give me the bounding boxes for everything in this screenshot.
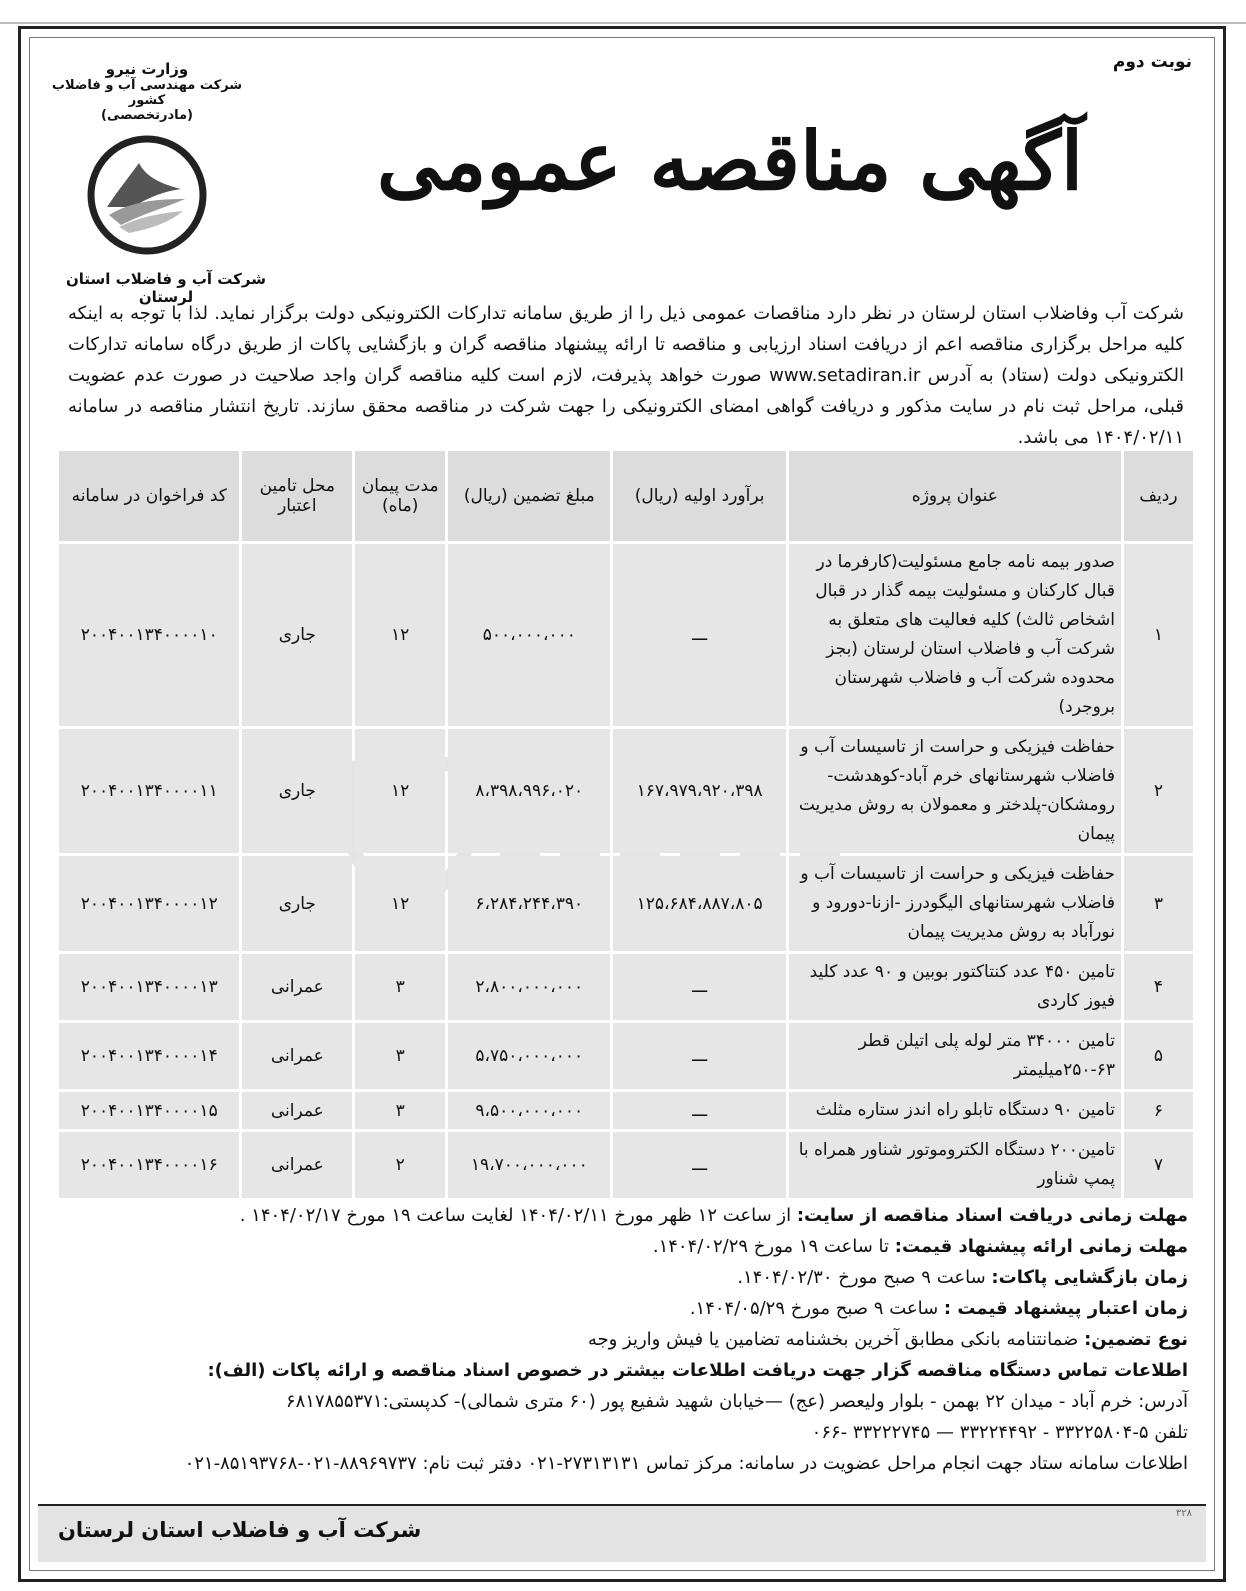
cell-funding: عمرانی [242, 1092, 352, 1129]
header-duration: مدت پیمان (ماه) [355, 451, 445, 541]
table-row [59, 1092, 1193, 1129]
cell-duration: ۱۲ [355, 856, 445, 951]
validity-label: زمان اعتبار پیشنهاد قیمت : [943, 1298, 1188, 1319]
ad-title: آگهی مناقصه عمومی [376, 114, 1084, 208]
cell-estimate: ـــ [613, 954, 785, 1020]
cell-funding: عمرانی [242, 1132, 352, 1198]
header-funding: محل تامین اعتبار [242, 451, 352, 541]
intro-paragraph: شرکت آب وفاضلاب استان لرستان در نظر دارد مناقصات عمومی ذیل را از طریق سامانه تدارکات الکترونیکی دولت برگزار نماید. لذا با توجه به اینکه کلیه مراحل برگزاری مناقصه اعم از دریافت اسناد ارزیابی و مناقصه تا ارائه پیشنهاد مناقصه گران و بازگشایی پاکات از طریق درگاه سامانه تدارکات الکترونیکی دولت (ستاد) به آدرس www.setadiran.ir صورت خواهد پذیرفت، لازم است کلیه مناقصه گران واجد صلاحیت در صورت عدم عضویت قبلی، مراحل ثبت نام در سایت مذکور و دریافت گواهی امضای الکترونیکی را جهت شرکت در مناقصه محقق سازند. تاریخ انتشار مناقصه در سامانه ۱۴۰۴/۰۲/۱۱ می باشد. [68, 303, 1184, 448]
cell-funding: جاری [242, 544, 352, 726]
cell-guarantee: ۶،۲۸۴،۲۴۴،۳۹۰ [448, 856, 610, 951]
cell-funding: جاری [242, 729, 352, 853]
footer-company-name: شرکت آب و فاضلاب استان لرستان [58, 1518, 422, 1542]
cell-estimate: ۱۲۵،۶۸۴،۸۸۷،۸۰۵ [613, 856, 785, 951]
cell-row-number: ۵ [1124, 1023, 1193, 1089]
tenders-table [56, 448, 1196, 1201]
ad-frame [18, 26, 1226, 1582]
national-company-name: شرکت مهندسی آب و فاضلاب کشور [51, 78, 243, 108]
cell-guarantee: ۵،۷۵۰،۰۰۰،۰۰۰ [448, 1023, 610, 1089]
national-company-note: (مادرتخصصی) [101, 108, 193, 123]
table-row [59, 544, 1193, 726]
header-code: کد فراخوان در سامانه [59, 451, 239, 541]
table-row [59, 729, 1193, 853]
validity-line [60, 1293, 1188, 1324]
cell-duration: ۱۲ [355, 729, 445, 853]
cell-estimate: ـــ [613, 1092, 785, 1129]
ministry-name: وزارت نیرو [105, 60, 189, 78]
cell-row-number: ۷ [1124, 1132, 1193, 1198]
cell-guarantee: ۱۹،۷۰۰،۰۰۰،۰۰۰ [448, 1132, 610, 1198]
water-drop-logo-icon [85, 133, 209, 257]
cell-row-number: ۴ [1124, 954, 1193, 1020]
guarantee-type-value: ضمانتنامه بانکی مطابق آخرین بخشنامه تضامین یا فیش واریز وجه [587, 1329, 1079, 1350]
docs-deadline-line [60, 1200, 1188, 1231]
cell-code: ۲۰۰۴۰۰۱۳۴۰۰۰۰۱۵ [59, 1092, 239, 1129]
logo-caption: شرکت آب و فاضلاب استان لرستان [66, 270, 266, 306]
cell-row-number: ۱ [1124, 544, 1193, 726]
address-line: آدرس: خرم آباد - میدان ۲۲ بهمن - بلوار ولیعصر (عج) —خیابان شهید شفیع پور (۶۰ متری شمالی)- کدپستی:۶۸۱۷۸۵۵۳۷۱ [285, 1391, 1188, 1412]
cell-duration: ۱۲ [355, 544, 445, 726]
cell-code: ۲۰۰۴۰۰۱۳۴۰۰۰۰۱۰ [59, 544, 239, 726]
header-estimate: برآورد اولیه (ریال) [613, 451, 785, 541]
setad-info-line: اطلاعات سامانه ستاد جهت انجام مراحل عضویت در سامانه: مرکز تماس ۲۷۳۱۳۱۳۱-۰۲۱ دفتر ثبت نام: ۸۸۹۶۹۷۳۷-۰۲۱-۸۵۱۹۳۷۶۸-۰۲۱ [184, 1453, 1188, 1474]
cell-duration: ۳ [355, 1023, 445, 1089]
cell-row-number: ۲ [1124, 729, 1193, 853]
top-strip [0, 0, 1246, 24]
cell-funding: عمرانی [242, 954, 352, 1020]
cell-duration: ۳ [355, 1092, 445, 1129]
cell-estimate: ـــ [613, 544, 785, 726]
bid-deadline-label: مهلت زمانی ارائه پیشنهاد قیمت: [894, 1236, 1188, 1257]
cell-row-number: ۶ [1124, 1092, 1193, 1129]
round-label: نوبت دوم [1112, 52, 1192, 72]
cell-project-title: حفاظت فیزیکی و حراست از تاسیسات آب و فاضلاب شهرستانهای خرم آباد-کوهدشت-رومشکان-پلدختر و معمولان به روش مدیریت پیمان [789, 729, 1121, 853]
table-row [59, 856, 1193, 951]
cell-funding: عمرانی [242, 1023, 352, 1089]
logo-block [42, 60, 252, 261]
cell-duration: ۳ [355, 954, 445, 1020]
cell-project-title: تامین ۳۴۰۰۰ متر لوله پلی اتیلن قطر ۶۳-۲۵۰میلیمتر [789, 1023, 1121, 1089]
cell-guarantee: ۲،۸۰۰،۰۰۰،۰۰۰ [448, 954, 610, 1020]
cell-estimate: ۱۶۷،۹۷۹،۹۲۰،۳۹۸ [613, 729, 785, 853]
cell-estimate: ـــ [613, 1132, 785, 1198]
bid-deadline-line [60, 1231, 1188, 1262]
cell-project-title: صدور بیمه نامه جامع مسئولیت(کارفرما در قبال کارکنان و مسئولیت بیمه گذار در قبال اشخاص ثالث) کلیه فعالیت های متعلق به شرکت آب و فاضلاب استان لرستان (بجز محدوده شرکت آب و فاضلاب شهرستان بروجرد) [789, 544, 1121, 726]
opening-value: ساعت ۹ صبح مورخ ۱۴۰۴/۰۲/۳۰. [737, 1267, 986, 1288]
cell-code: ۲۰۰۴۰۰۱۳۴۰۰۰۰۱۶ [59, 1132, 239, 1198]
opening-line [60, 1262, 1188, 1293]
bid-deadline-value: تا ساعت ۱۹ مورخ ۱۴۰۴/۰۲/۲۹. [652, 1236, 890, 1257]
cell-code: ۲۰۰۴۰۰۱۳۴۰۰۰۰۱۱ [59, 729, 239, 853]
guarantee-type-line [60, 1324, 1188, 1355]
cell-code: ۲۰۰۴۰۰۱۳۴۰۰۰۰۱۴ [59, 1023, 239, 1089]
footer-bar [38, 1504, 1206, 1562]
cell-code: ۲۰۰۴۰۰۱۳۴۰۰۰۰۱۳ [59, 954, 239, 1020]
docs-deadline-value: از ساعت ۱۲ ظهر مورخ ۱۴۰۴/۰۲/۱۱ لغایت ساعت ۱۹ مورخ ۱۴۰۴/۰۲/۱۷ . [239, 1205, 792, 1226]
cell-project-title: تامین ۹۰ دستگاه تابلو راه اندز ستاره مثلث [789, 1092, 1121, 1129]
cell-estimate: ـــ [613, 1023, 785, 1089]
header-row-number: ردیف [1124, 451, 1193, 541]
docs-deadline-label: مهلت زمانی دریافت اسناد مناقصه از سایت: [796, 1205, 1188, 1226]
validity-value: ساعت ۹ صبح مورخ ۱۴۰۴/۰۵/۲۹. [689, 1298, 939, 1319]
ad-inner-border [29, 37, 1215, 1571]
cell-code: ۲۰۰۴۰۰۱۳۴۰۰۰۰۱۲ [59, 856, 239, 951]
cell-guarantee: ۹،۵۰۰،۰۰۰،۰۰۰ [448, 1092, 610, 1129]
cell-duration: ۲ [355, 1132, 445, 1198]
tender-info [60, 1200, 1188, 1479]
table-row [59, 1023, 1193, 1089]
cell-project-title: تامین۲۰۰ دستگاه الکتروموتور شناور همراه با پمپ شناور [789, 1132, 1121, 1198]
cell-guarantee: ۵۰۰،۰۰۰،۰۰۰ [448, 544, 610, 726]
cell-project-title: حفاظت فیزیکی و حراست از تاسیسات آب و فاضلاب شهرستانهای الیگودرز -ازنا-دورود و نورآباد به روش مدیریت پیمان [789, 856, 1121, 951]
table-row [59, 954, 1193, 1020]
table-row [59, 1132, 1193, 1198]
guarantee-type-label: نوع تضمین: [1084, 1329, 1188, 1350]
contact-heading: اطلاعات تماس دستگاه مناقصه گزار جهت دریافت اطلاعات بیشتر در خصوص اسناد مناقصه و ارائه پاکات (الف): [207, 1360, 1188, 1381]
cell-project-title: تامین ۴۵۰ عدد کنتاکتور بوبین و ۹۰ عدد کلید فیوز کاردی [789, 954, 1121, 1020]
cell-row-number: ۳ [1124, 856, 1193, 951]
cell-funding: جاری [242, 856, 352, 951]
phone-line: تلفن ۵-۳۳۲۲۵۸۰۴ - ۳۳۲۲۴۴۹۲ — ۳۳۲۲۲۷۴۵ -۰۶۶ [811, 1422, 1188, 1443]
header-project-title: عنوان پروژه [789, 451, 1121, 541]
table-header-row [59, 451, 1193, 541]
cell-guarantee: ۸،۳۹۸،۹۹۶،۰۲۰ [448, 729, 610, 853]
opening-label: زمان بازگشایی پاکات: [991, 1267, 1188, 1288]
header-guarantee: مبلغ تضمین (ریال) [448, 451, 610, 541]
page-number: ۳۲۸ [1175, 1508, 1192, 1519]
